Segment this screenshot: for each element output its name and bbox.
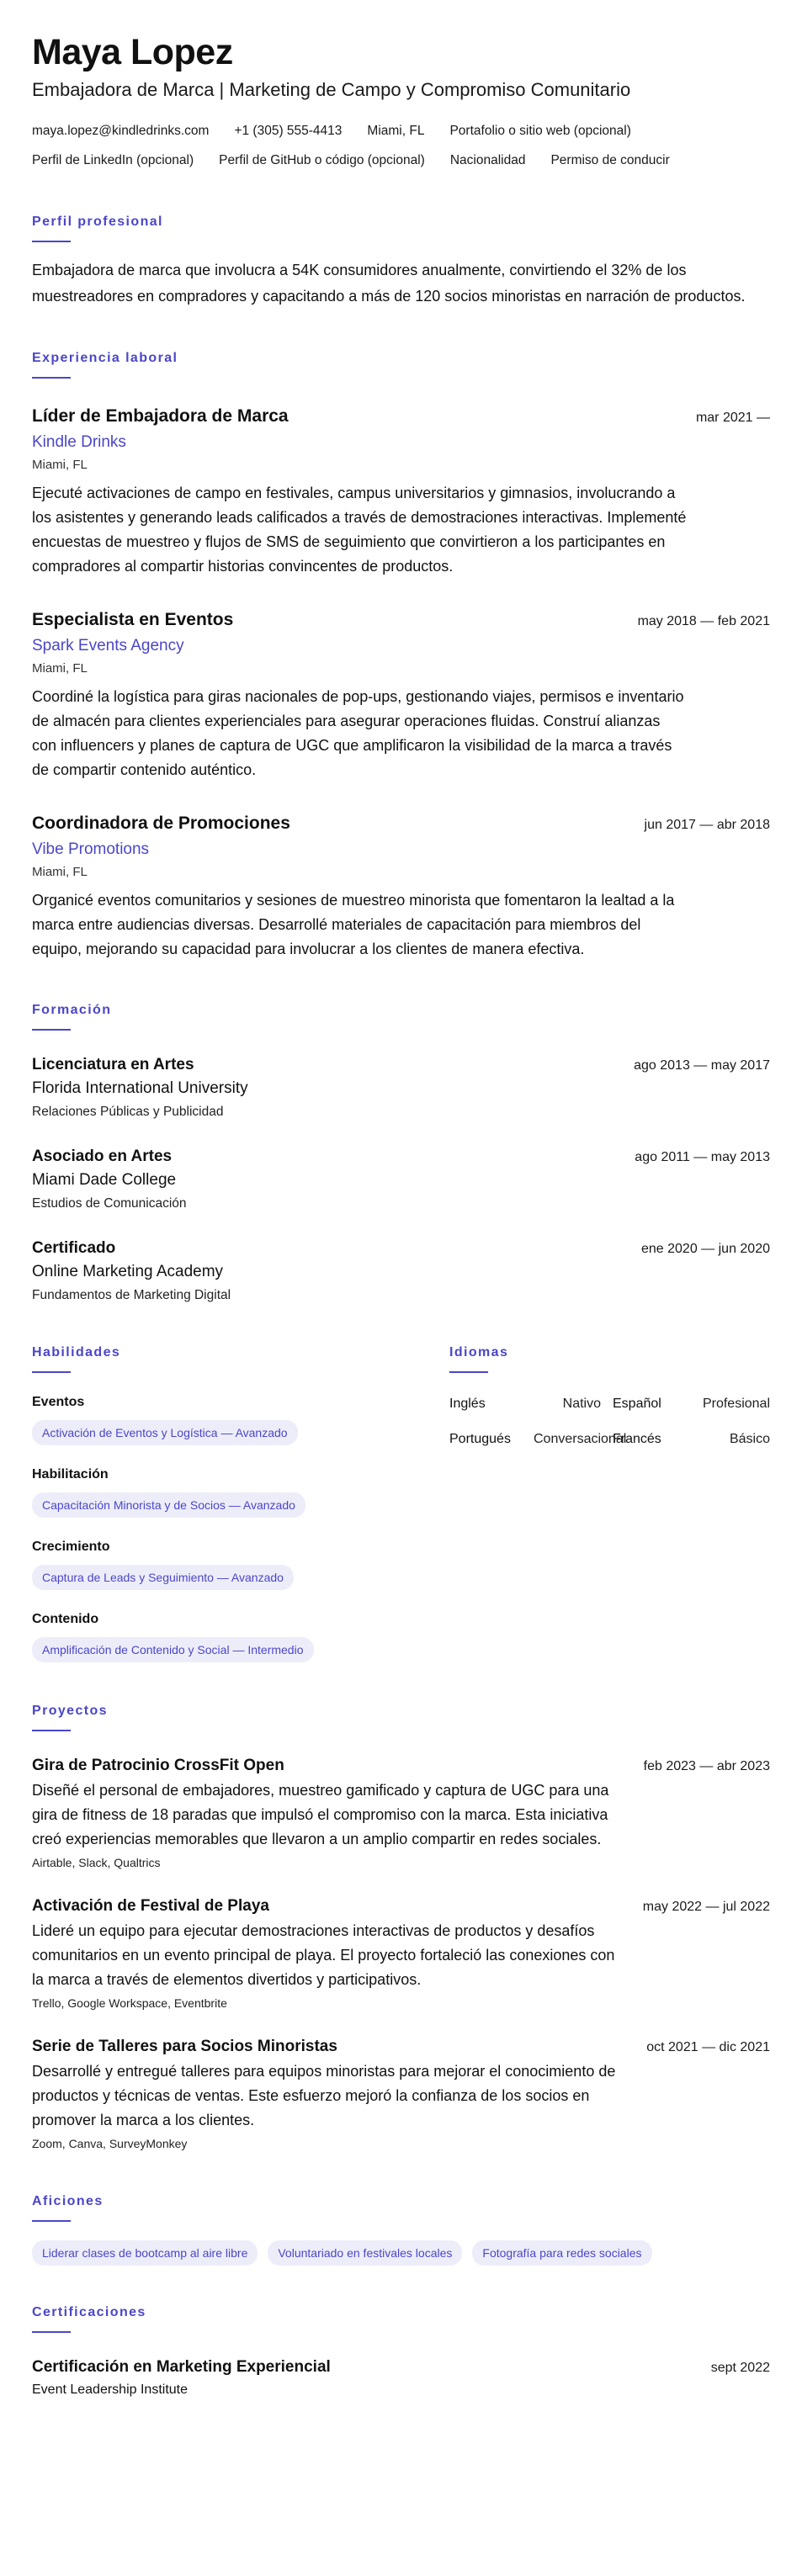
job-date: jun 2017 — abr 2018: [644, 818, 770, 832]
education-school: Florida International University: [32, 1079, 248, 1097]
certification-org: Event Leadership Institute: [32, 2383, 189, 2397]
language-level: Conversacional: [534, 1432, 627, 1446]
job-description: Organicé eventos comunitarios y sesiones de muestreo minorista que fomentaron la lealtad a la marca entre audiencias diversas. Desarrollé materiales de capacitación para miembros del equipo, mejorando su capacidad para involucrar a los clientes de manera efectiva.: [32, 892, 675, 957]
skill-chip: Captura de Leads y Seguimiento — Avanzado: [32, 1565, 294, 1590]
project-tools: Airtable, Slack, Qualtrics: [32, 1856, 161, 1869]
job-description: Ejecuté activaciones de campo en festivales, campus universitarios y gimnasios, involucrando a los asistentes y generando leads calificados a través de demostraciones interactivas. Implementé encuestas de muestreo y flujos de SMS de seguimiento que convirtieron a los participantes en compradores al compartir historias convincentes de productos.: [32, 485, 687, 575]
education-entry: [32, 1146, 770, 1214]
project-date: oct 2021 — dic 2021: [646, 2040, 770, 2054]
education-degree: Asociado en Artes: [32, 1148, 173, 1165]
section-divider: [32, 1371, 71, 1373]
job-entry: [32, 404, 770, 579]
experience-section: [32, 350, 770, 962]
job-title: Coordinadora de Promociones: [32, 814, 290, 833]
hobbies-section: [32, 2193, 770, 2266]
job-date: may 2018 — feb 2021: [637, 614, 770, 628]
section-divider: [32, 1730, 71, 1731]
education-field: Estudios de Comunicación: [32, 1196, 187, 1211]
contact-email[interactable]: maya.lopez@kindledrinks.com: [32, 124, 210, 138]
education-date: ago 2011 — may 2013: [635, 1150, 770, 1164]
job-company: Spark Events Agency: [32, 637, 184, 655]
project-description: Desarrollé y entregué talleres para equipos minoristas para mejorar el conocimiento de productos y técnicas de ventas. Este esfuerzo mejoró la confianza de los socios en promover la marca a los clientes.: [32, 2063, 616, 2128]
language-name: Inglés: [449, 1397, 486, 1411]
project-title: Activación de Festival de Playa: [32, 1897, 269, 1915]
language-level: Nativo: [562, 1397, 601, 1411]
summary-text: Embajadora de marca que involucra a 54K consumidores anualmente, convirtiendo el 32% de los muestreadores en compradores y capacitando a más de 120 socios minoristas en narración de productos.: [32, 262, 746, 305]
job-company: Kindle Drinks: [32, 433, 126, 451]
education-date: ene 2020 — jun 2020: [640, 1242, 770, 1256]
hobby-chip: Voluntariado en festivales locales: [268, 2240, 462, 2266]
project-tools: Zoom, Canva, SurveyMonkey: [32, 2137, 188, 2150]
skill-group: [32, 1610, 449, 1662]
certifications-heading: Certificaciones: [32, 2305, 146, 2319]
skill-group-name: Crecimiento: [32, 1540, 110, 1554]
skill-chip: Activación de Eventos y Logística — Avanzado: [32, 1420, 298, 1445]
language-name: Portugués: [449, 1432, 511, 1446]
project-title: Gira de Patrocinio CrossFit Open: [32, 1757, 284, 1774]
education-entry: [32, 1238, 770, 1306]
section-divider: [32, 377, 71, 379]
languages-list: [449, 1395, 770, 1449]
education-degree: Licenciatura en Artes: [32, 1056, 194, 1073]
education-school: Miami Dade College: [32, 1171, 177, 1189]
job-location: Miami, FL: [32, 661, 88, 676]
job-title: Líder de Embajadora de Marca: [32, 406, 289, 426]
language-name: Español: [613, 1397, 661, 1411]
job-entry: [32, 811, 770, 962]
summary-section: [32, 214, 770, 310]
contact-driving-license: Permiso de conducir: [550, 153, 670, 167]
certification-entry: [32, 2356, 770, 2400]
job-entry: [32, 607, 770, 782]
project-description: Diseñé el personal de embajadores, muestreo gamificado y captura de UGC para una gira de fitness de 18 paradas que impulsó el compromiso con la marca. Esta iniciativa creó experiencias memorables que llevaron a un amplio compartir en redes sociales.: [32, 1782, 609, 1847]
projects-section: [32, 1703, 770, 2153]
section-divider: [32, 2220, 71, 2222]
experience-heading: Experiencia laboral: [32, 351, 178, 365]
contact-github[interactable]: Perfil de GitHub o código (opcional): [219, 153, 425, 167]
skill-group: [32, 1393, 449, 1445]
candidate-headline: Embajadora de Marca | Marketing de Campo y Compromiso Comunitario: [32, 79, 631, 100]
candidate-name: Maya Lopez: [32, 32, 233, 72]
contact-linkedin[interactable]: Perfil de LinkedIn (opcional): [32, 153, 194, 167]
education-section: [32, 1002, 770, 1306]
projects-heading: Proyectos: [32, 1704, 108, 1718]
language-name: Francés: [613, 1432, 661, 1446]
section-divider: [32, 1029, 71, 1031]
project-description: Lideré un equipo para ejecutar demostraciones interactivas de productos y desafíos comunitarios en un evento principal de playa. El proyecto fortaleció las conexiones con la marca a través de elementos divertidos y participativos.: [32, 1922, 615, 1988]
skill-chip: Capacitación Minorista y de Socios — Avanzado: [32, 1492, 305, 1518]
hobby-chip: Liderar clases de bootcamp al aire libre: [32, 2240, 258, 2266]
section-divider: [449, 1371, 488, 1373]
skill-group-name: Contenido: [32, 1612, 99, 1626]
project-entry: [32, 2036, 770, 2153]
project-title: Serie de Talleres para Socios Minoristas: [32, 2038, 337, 2055]
education-field: Relaciones Públicas y Publicidad: [32, 1105, 224, 1119]
job-description: Coordiné la logística para giras nacionales de pop-ups, gestionando viajes, permisos e inventario de almacén para clientes experienciales para asegurar operaciones fluidas. Construí alianzas con influencers y planes de captura de UGC que amplificaron la visibilidad de la marca a través de compartir contenido auténtico.: [32, 688, 684, 778]
job-location: Miami, FL: [32, 458, 88, 472]
skills-heading: Habilidades: [32, 1345, 121, 1360]
project-entry: [32, 1895, 770, 2012]
skill-group: [32, 1538, 449, 1590]
skill-group: [32, 1466, 449, 1518]
hobby-chip: Fotografía para redes sociales: [472, 2240, 651, 2266]
project-tools: Trello, Google Workspace, Eventbrite: [32, 1996, 227, 2010]
skill-chip: Amplificación de Contenido y Social — Intermedio: [32, 1637, 314, 1662]
education-field: Fundamentos de Marketing Digital: [32, 1288, 231, 1302]
certification-title: Certificación en Marketing Experiencial: [32, 2358, 331, 2376]
certification-date: sept 2022: [710, 2361, 770, 2375]
skills-languages-row: [32, 1344, 770, 1662]
job-location: Miami, FL: [32, 865, 88, 879]
education-degree: Certificado: [32, 1239, 116, 1257]
language-level: Básico: [729, 1432, 770, 1446]
contact-location: Miami, FL: [367, 124, 425, 138]
language-level: Profesional: [702, 1397, 770, 1411]
job-date: mar 2021 —: [695, 411, 770, 425]
job-company: Vibe Promotions: [32, 840, 150, 858]
skills-section: [32, 1344, 449, 1662]
project-date: feb 2023 — abr 2023: [643, 1759, 770, 1773]
skill-group-name: Eventos: [32, 1395, 85, 1409]
contact-phone[interactable]: +1 (305) 555-4413: [234, 124, 343, 138]
job-title: Especialista en Eventos: [32, 610, 234, 629]
summary-heading: Perfil profesional: [32, 215, 163, 229]
skill-group-name: Habilitación: [32, 1467, 109, 1481]
contact-nationality: Nacionalidad: [449, 153, 526, 167]
contact-portfolio[interactable]: Portafolio o sitio web (opcional): [449, 124, 631, 138]
project-entry: [32, 1755, 770, 1872]
contact-info: [32, 116, 770, 175]
section-divider: [32, 241, 71, 242]
hobbies-heading: Aficiones: [32, 2194, 104, 2208]
education-school: Online Marketing Academy: [32, 1263, 224, 1280]
education-date: ago 2013 — may 2017: [634, 1058, 770, 1073]
languages-heading: Idiomas: [449, 1345, 509, 1360]
project-date: may 2022 — jul 2022: [642, 1900, 770, 1914]
education-heading: Formación: [32, 1003, 112, 1017]
hobbies-list: [32, 2240, 770, 2266]
languages-section: [449, 1344, 770, 1662]
section-divider: [32, 2331, 71, 2333]
education-entry: [32, 1054, 770, 1122]
certifications-section: [32, 2304, 770, 2400]
